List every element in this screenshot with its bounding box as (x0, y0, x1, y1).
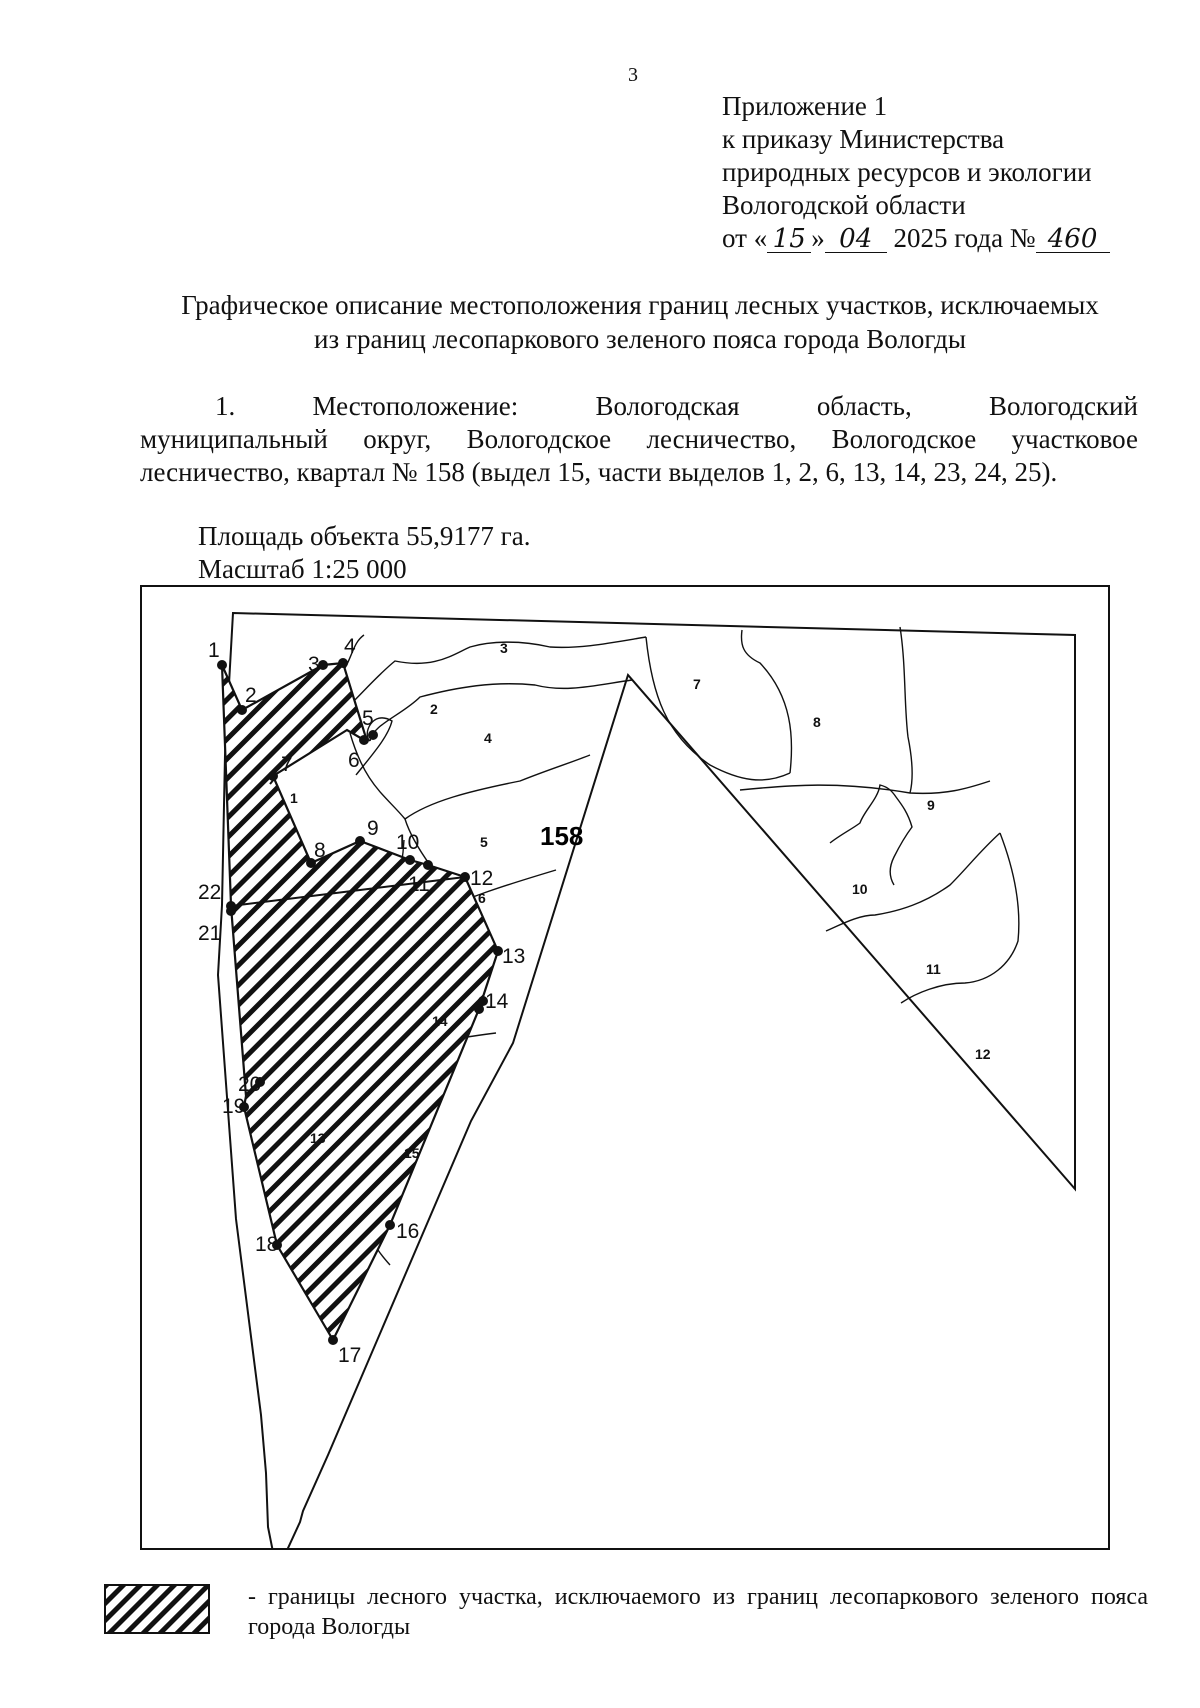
point-label: 19 (222, 1095, 246, 1118)
boundary-point (328, 1335, 338, 1345)
document-title (130, 288, 1150, 356)
allotment-label: 3 (500, 640, 508, 656)
point-label: 20 (238, 1073, 262, 1096)
allotment-label: 11 (926, 961, 941, 977)
boundary-point (423, 860, 433, 870)
allotment-label: 14 (432, 1013, 448, 1029)
location-rest: муниципальный округ, Вологодское лесничество, Вологодское участковое лесничество, квартал № 158 (выдел 15, части выделов 1, 2, 6, 13, 14, 23, 24, 25). (140, 424, 1138, 487)
scale-text: Масштаб 1:25 000 (198, 554, 407, 584)
point-label: 14 (485, 990, 509, 1013)
appendix-line-2: к приказу Министерства (722, 124, 1005, 154)
object-meta (198, 520, 531, 586)
location-word: 1. (215, 391, 236, 421)
legend-hatch-swatch (104, 1584, 210, 1634)
point-label: 3 (308, 653, 320, 676)
point-label: 22 (198, 881, 222, 904)
boundary-point (226, 906, 236, 916)
allotment-label: 2 (430, 701, 438, 717)
appendix-line-3: природных ресурсов и экологии (722, 157, 1092, 187)
quarter-label: 158 (540, 821, 584, 851)
title-line-2: из границ лесопаркового зеленого пояса города Вологды (314, 324, 966, 354)
point-label: 9 (367, 817, 379, 840)
point-label: 16 (396, 1220, 420, 1243)
location-first-line (140, 390, 1138, 423)
point-label: 18 (255, 1233, 279, 1256)
point-label: 17 (338, 1344, 362, 1367)
page-number: 3 (628, 64, 638, 86)
allotment-label: 15 (404, 1145, 420, 1161)
allotment-label: 9 (927, 797, 935, 813)
allotment-label: 13 (310, 1130, 326, 1146)
boundary-point (368, 730, 378, 740)
point-label: 5 (362, 707, 374, 730)
appendix-date-line (722, 222, 1110, 255)
boundary-point (405, 855, 415, 865)
allotment-label: 4 (484, 730, 492, 746)
point-label: 6 (348, 749, 360, 772)
point-label: 13 (502, 945, 526, 968)
point-label: 7 (281, 753, 293, 776)
date-mid: » (811, 223, 825, 253)
boundary-point (460, 872, 470, 882)
legend-text: - границы лесного участка, исключаемого из границ лесопаркового зеленого пояса города Вологды (248, 1584, 1148, 1640)
boundary-point (355, 836, 365, 846)
allotment-label: 6 (478, 890, 486, 906)
title-line-1: Графическое описание местоположения границ лесных участков, исключаемых (181, 290, 1099, 320)
date-prefix: от « (722, 223, 768, 253)
allotment-label: 12 (975, 1046, 991, 1062)
boundary-point (338, 658, 348, 668)
boundary-point (268, 771, 278, 781)
forest-plot-map (140, 585, 1110, 1550)
location-word: область, (816, 391, 912, 421)
area-text: Площадь объекта 55,9177 га. (198, 521, 531, 551)
point-label: 11 (408, 873, 430, 896)
allotment-label: 7 (693, 676, 701, 692)
allotment-label: 8 (813, 714, 821, 730)
allotment-label: 1 (290, 790, 298, 806)
location-word: Вологодский (988, 391, 1138, 421)
allotment-label: 10 (852, 881, 868, 897)
point-label: 12 (470, 867, 494, 890)
allotment-label: 5 (480, 834, 488, 850)
location-word: Местоположение: (312, 391, 519, 421)
location-paragraph (140, 390, 1138, 489)
boundary-point (385, 1220, 395, 1230)
appendix-line-4: Вологодской области (722, 190, 966, 220)
date-day: 15 (767, 226, 811, 253)
point-label: 4 (344, 635, 356, 658)
point-label: 10 (396, 831, 420, 854)
location-word: Вологодская (595, 391, 740, 421)
appendix-header (722, 90, 1110, 255)
date-year: 2025 года № (893, 223, 1036, 253)
date-month: 04 (825, 226, 887, 253)
point-label: 2 (245, 684, 257, 707)
order-number: 460 (1036, 226, 1110, 253)
appendix-line-1: Приложение 1 (722, 91, 888, 121)
point-label: 8 (314, 839, 326, 862)
point-label: 21 (198, 922, 222, 945)
point-label: 1 (208, 639, 220, 662)
boundary-point (359, 735, 369, 745)
